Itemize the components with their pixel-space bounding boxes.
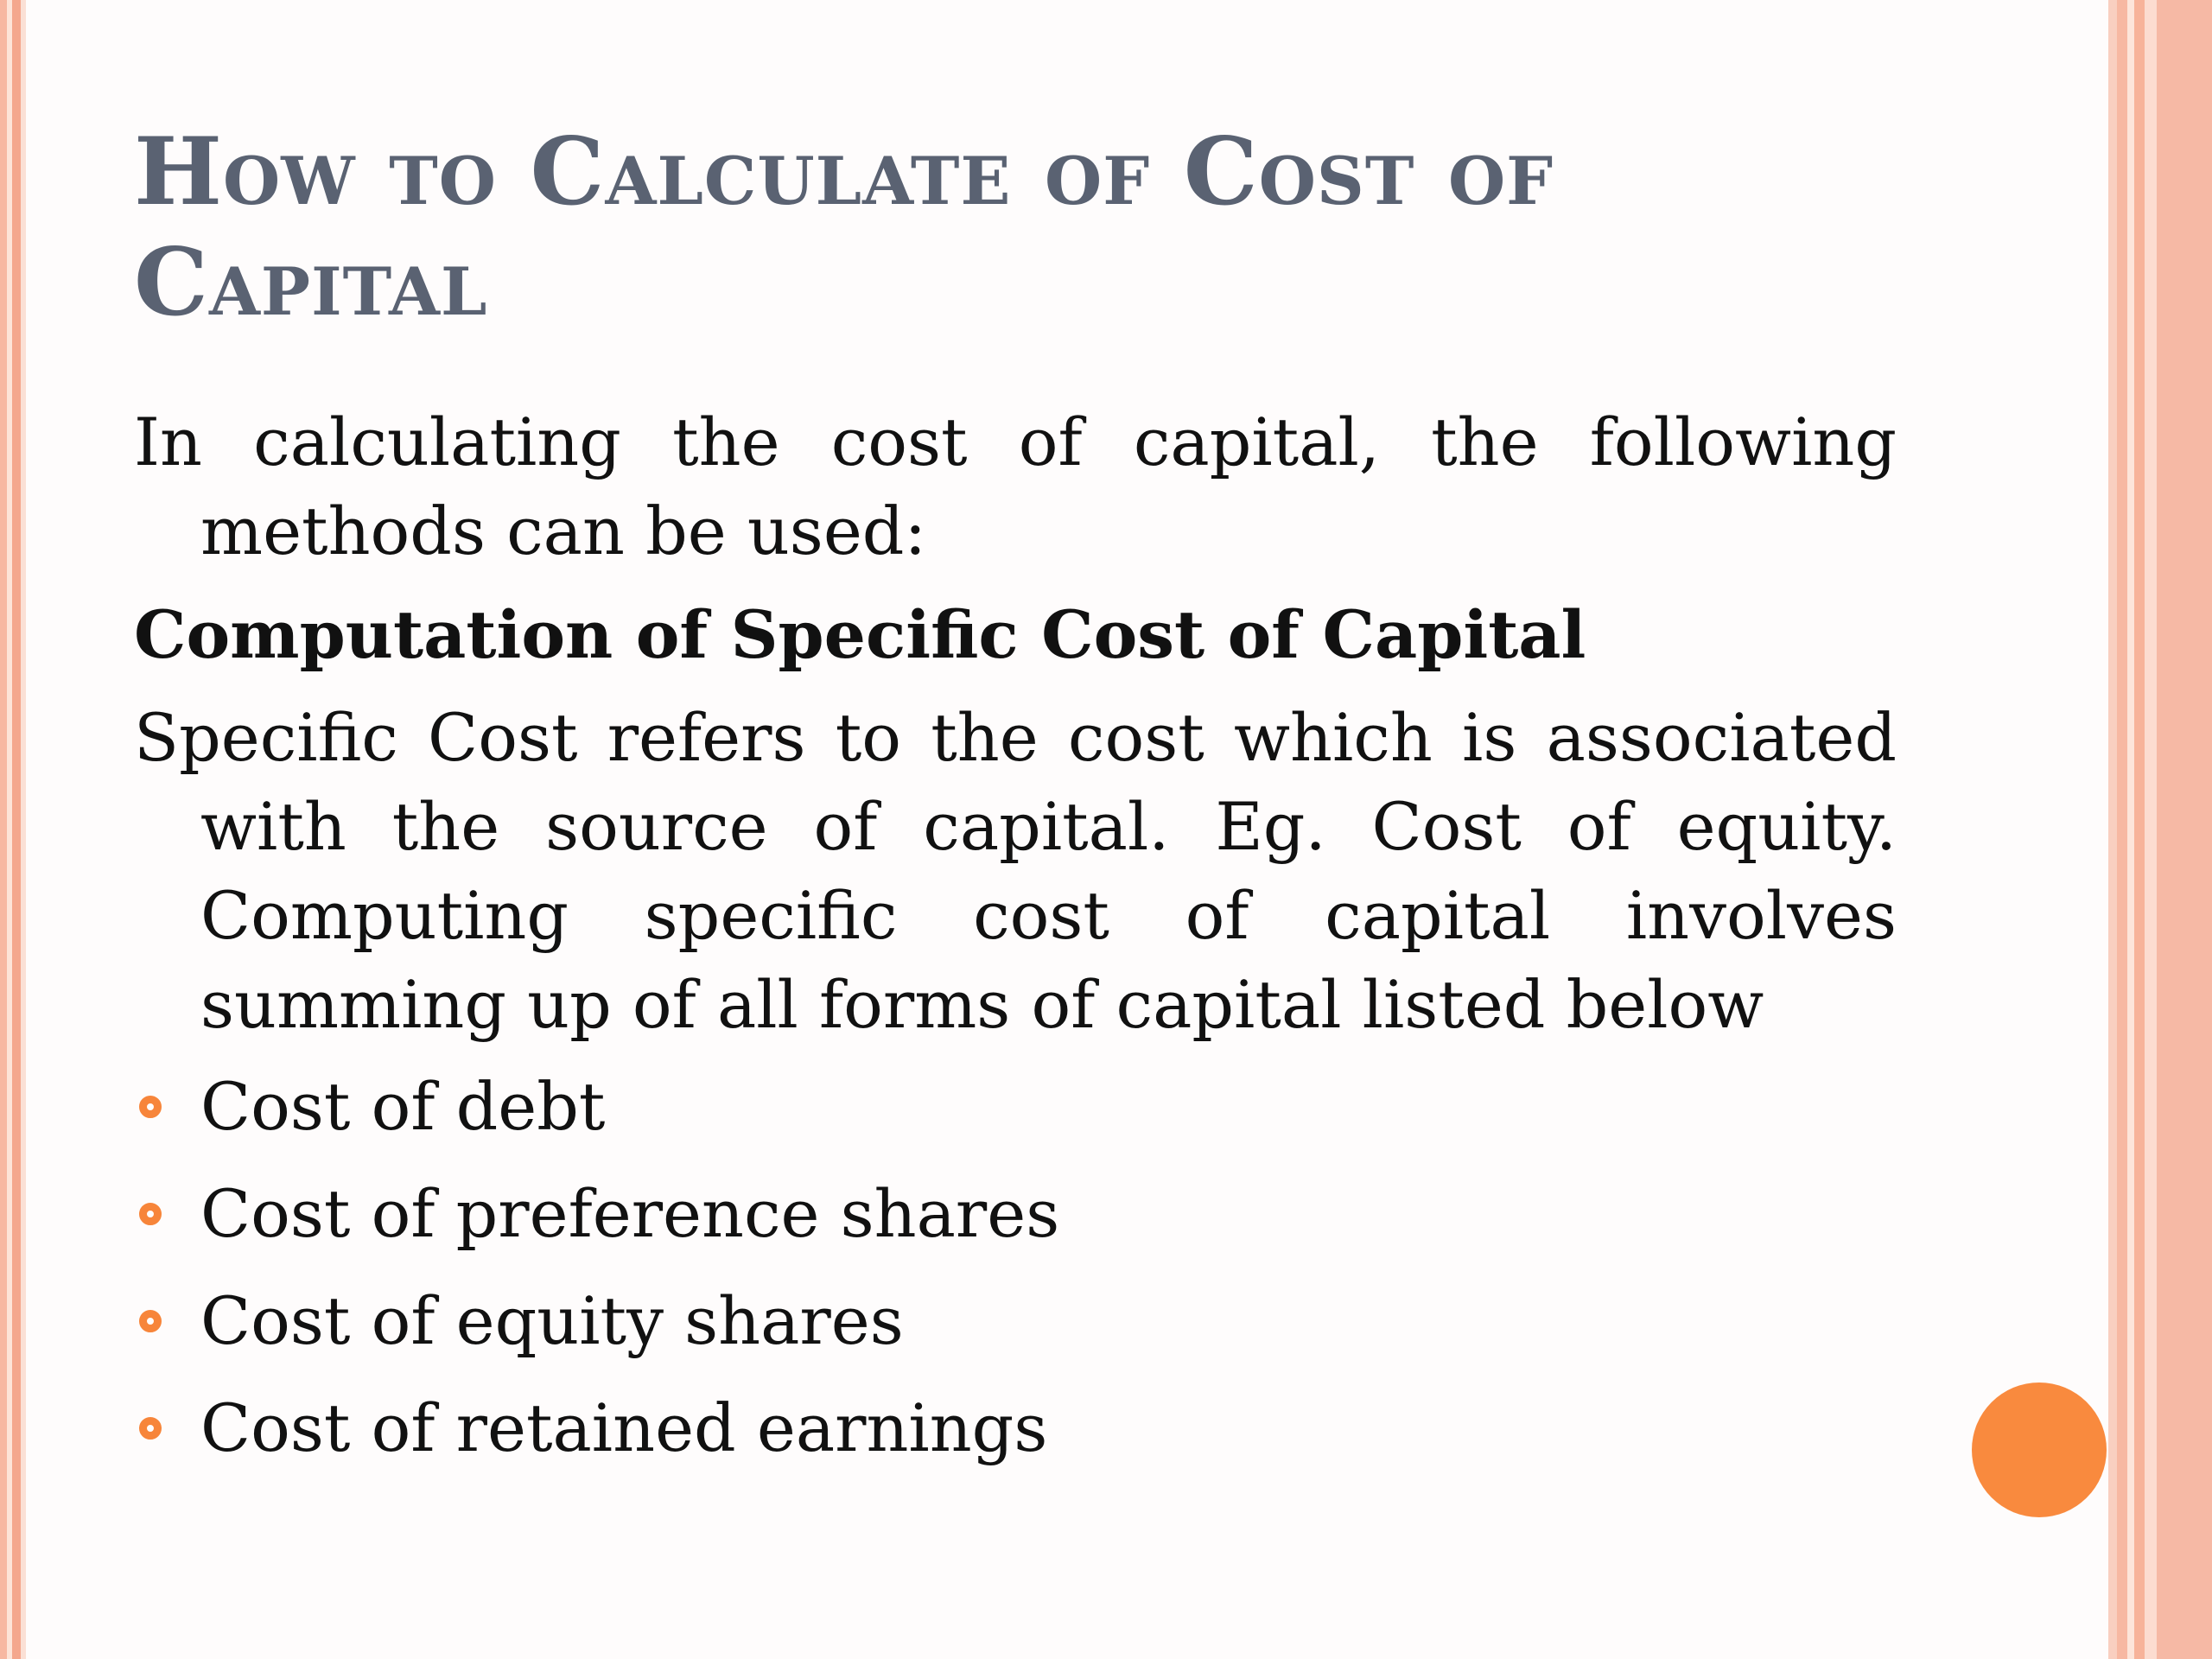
left-border-stripe <box>21 0 26 1659</box>
right-border-stripe <box>2108 0 2117 1659</box>
right-border-stripe <box>2134 0 2145 1659</box>
list-item <box>134 1059 1897 1166</box>
list-item-text: Cost of equity shares <box>200 1282 904 1359</box>
list-item-text: Cost of debt <box>200 1068 606 1145</box>
subheading: Computation of Specific Cost of Capital <box>134 596 1586 673</box>
ring-bullet-icon <box>139 1096 162 1118</box>
description-paragraph: Specific Cost refers to the cost which is associated with the source of capital. Eg. Cost of equity. Computing specific cost of capital involves summing up of all forms of capital listed below <box>134 699 1897 1043</box>
slide-title: How to Calculate of Cost of Capital <box>134 118 1554 337</box>
right-border-stripe <box>2117 0 2127 1659</box>
ring-bullet-icon <box>139 1417 162 1440</box>
list-item <box>134 1166 1897 1274</box>
left-border-stripe <box>12 0 21 1659</box>
decorative-circle-icon <box>1972 1382 2107 1517</box>
ring-bullet-icon <box>139 1310 162 1332</box>
list-item-text: Cost of preference shares <box>200 1175 1060 1252</box>
list-item-text: Cost of retained earnings <box>200 1389 1048 1466</box>
list-item <box>134 1274 1897 1381</box>
ring-bullet-icon <box>139 1203 162 1225</box>
list-item <box>134 1381 1897 1488</box>
right-border-stripe <box>2145 0 2157 1659</box>
right-border-stripe <box>2127 0 2134 1659</box>
left-border-stripe <box>0 0 7 1659</box>
intro-paragraph: In calculating the cost of capital, the following methods can be used: <box>134 404 1897 569</box>
bullet-list <box>134 1059 1897 1488</box>
right-border-stripe <box>2157 0 2212 1659</box>
slide-content <box>134 397 1897 1488</box>
